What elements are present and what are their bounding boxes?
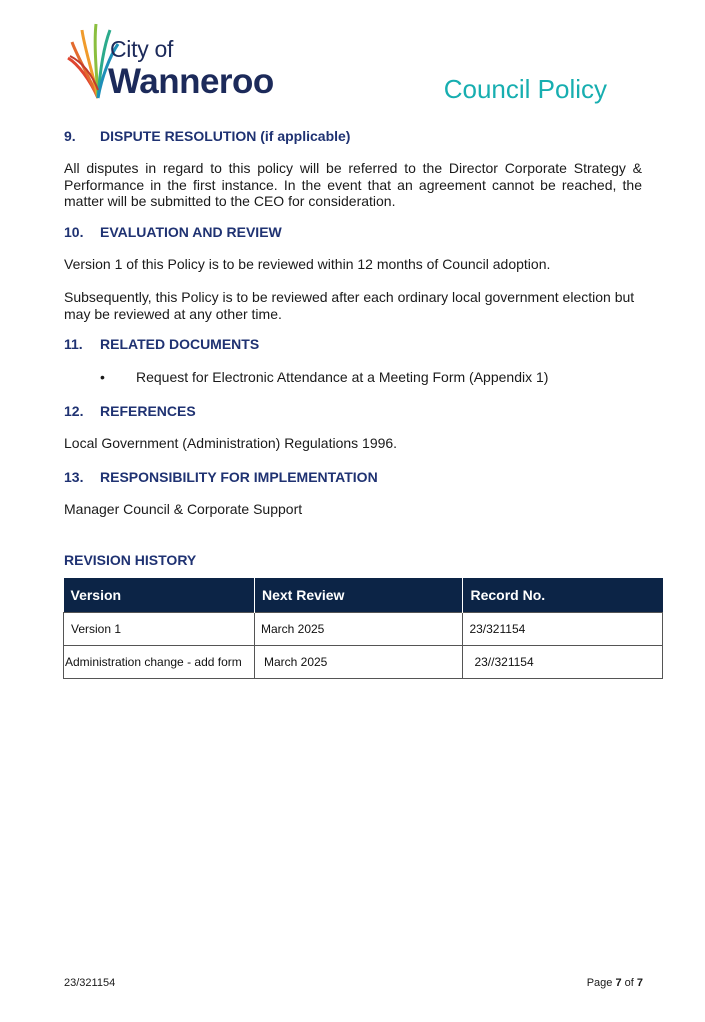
section-title: REFERENCES: [100, 403, 196, 419]
section-title: DISPUTE RESOLUTION (if applicable): [100, 128, 351, 144]
section-heading-9: [64, 128, 350, 144]
dispute-paragraph: All disputes in regard to this policy will be referred to the Director Corporate Strategy & Performance in the first instance. In the event that an agreement cannot be reached, the matter will be submitted to the CEO for consideration.: [64, 160, 642, 209]
section-heading-10: [64, 224, 282, 240]
page-prefix: Page: [586, 977, 616, 989]
table-cell: March 2025: [254, 645, 462, 678]
page-of: of: [621, 977, 637, 989]
section-number: 11.: [64, 336, 83, 352]
city-logo: [64, 18, 294, 102]
column-header: Version: [64, 578, 255, 612]
bullet-icon: •: [100, 369, 105, 385]
related-document-text: Request for Electronic Attendance at a Meeting Form (Appendix 1): [136, 369, 549, 385]
revision-history-title: REVISION HISTORY: [64, 552, 197, 568]
section-title: RELATED DOCUMENTS: [100, 336, 260, 352]
table-cell: 23/321154: [463, 612, 663, 645]
table-cell: Administration change - add form: [64, 645, 255, 678]
section-heading-11: [64, 336, 259, 352]
logo-text-wanneroo: Wanneroo: [108, 62, 274, 101]
table-row: [64, 645, 663, 678]
related-document-item: [100, 369, 548, 385]
references-paragraph: Local Government (Administration) Regulations 1996.: [64, 435, 398, 451]
table-header-row: [64, 578, 663, 612]
page-total: 7: [636, 977, 643, 989]
policy-title: Council Policy: [443, 74, 607, 104]
section-title: RESPONSIBILITY FOR IMPLEMENTATION: [100, 469, 378, 485]
logo-text-city-of: City of: [110, 36, 174, 62]
section-number: 10.: [64, 224, 84, 240]
column-header: Record No.: [463, 578, 663, 612]
section-heading-12: [64, 403, 196, 419]
section-number: 13.: [64, 469, 84, 485]
section-number: 9.: [64, 128, 76, 144]
footer-page-number: [587, 977, 643, 989]
review-paragraph-2: Subsequently, this Policy is to be reviewed after each ordinary local government election but may be reviewed at any other time.: [64, 289, 635, 322]
revision-history-table: [63, 578, 663, 679]
section-number: 12.: [64, 403, 84, 419]
responsibility-paragraph: Manager Council & Corporate Support: [64, 501, 303, 517]
review-paragraph-1: Version 1 of this Policy is to be reviewed within 12 months of Council adoption.: [64, 256, 551, 272]
table-cell: 23//321154: [463, 645, 663, 678]
table-cell: Version 1: [64, 612, 255, 645]
table-row: [64, 612, 663, 645]
footer-record-number: 23/321154: [64, 977, 116, 989]
section-title: EVALUATION AND REVIEW: [100, 224, 282, 240]
page-current: 7: [615, 977, 622, 989]
section-heading-13: [64, 469, 378, 485]
table-cell: March 2025: [254, 612, 462, 645]
column-header: Next Review: [254, 578, 462, 612]
